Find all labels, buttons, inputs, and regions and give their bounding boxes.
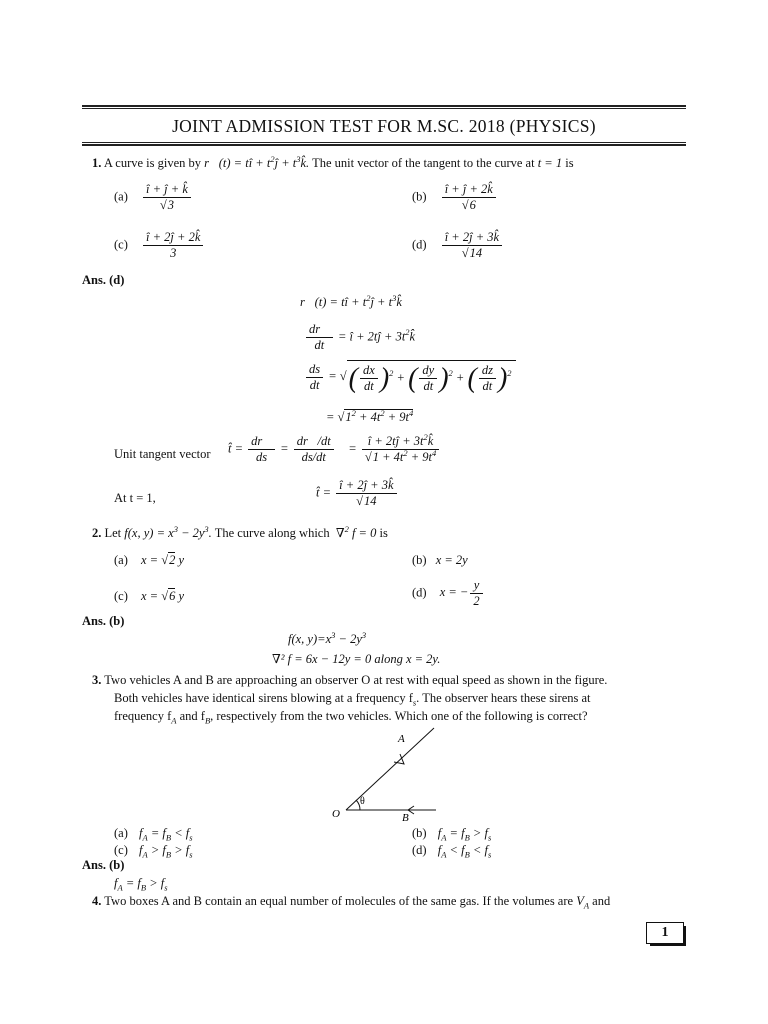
question-number: 3. (92, 673, 102, 687)
option-label: (a) (114, 826, 128, 840)
label-theta: θ (360, 796, 365, 807)
option-a[interactable] (114, 182, 193, 213)
option-c[interactable] (114, 230, 205, 261)
equation: f(x, $y) = x^3 - 2y^3$. (124, 523, 212, 540)
title-rule-top (82, 142, 686, 143)
option-b[interactable] (412, 182, 498, 213)
vehicles-figure (326, 724, 506, 824)
fraction (143, 182, 191, 213)
question-text: , respectively from the two vehicles. Which one of the following is correct? (210, 709, 588, 723)
question-text: Two boxes A and B contain an equal number of molecules of the same gas. If the volumes are (104, 894, 574, 908)
option-value: x = √6 y (141, 589, 185, 603)
equation: r⃗(t) = tî + $t^2ĵ$ + $t^3k̂$. (204, 153, 310, 170)
answer-2: Ans. (b) (82, 614, 125, 628)
question-3-line-3: frequency $f_A$ and $f_B$, respectively from the two vehicles. Which one of the following is correct? (114, 709, 588, 726)
solution-line: $f_A = f_B > f_s$ (114, 876, 168, 893)
solution-line: ∇² f = 6x − 12y = 0 along x = 2y. (272, 652, 441, 666)
option-label: (b) (412, 553, 427, 567)
fraction (442, 230, 502, 261)
option-label: (d) (412, 585, 427, 600)
equation: ∇$^2$ f = 0 (332, 523, 377, 540)
question-number: 4. (92, 894, 102, 908)
numerator: î + ĵ + k̂ (146, 182, 188, 196)
question-text: Two vehicles A and B are approaching an observer O at rest with equal speed as shown in the figure. (104, 673, 608, 687)
option-value: $f_A < f_B < f_s$ (437, 843, 492, 860)
fraction (442, 182, 496, 213)
question-3 (92, 673, 607, 688)
radicand: 14 (469, 246, 483, 260)
option-a[interactable] (114, 553, 184, 568)
question-3-line-2: Both vehicles have identical sirens blowing at a frequency $f_s$. The observer hears these sirens at (114, 691, 591, 708)
question-text: is (565, 156, 574, 170)
numerator: î + 2ĵ + 3k̂ (444, 230, 500, 244)
question-text: is (379, 526, 388, 540)
radicand: 6 (469, 198, 476, 212)
option-b[interactable] (412, 826, 491, 841)
solution-line: t̂ = $\frac{î + 2ĵ + 3k̂}{√14}$ (316, 478, 399, 509)
option-label: (b) (412, 826, 427, 840)
numerator: î + ĵ + 2k̂ (444, 182, 493, 196)
option-a[interactable] (114, 826, 193, 841)
option-c[interactable] (114, 589, 184, 604)
option-label: (c) (114, 589, 128, 603)
question-4: 4. Two boxes A and B contain an equal number of molecules of the same gas. If the volumes are $V_A$ and (92, 894, 611, 911)
solution-line: $\frac{dr⃗}{dt}$ = î + 2tĵ + $3t^2k̂$ (304, 322, 415, 353)
fraction (143, 230, 203, 261)
option-label: (a) (114, 553, 128, 567)
denominator: √3 (143, 197, 191, 213)
condition: t = 1 (537, 156, 563, 170)
radicand: 3 (167, 198, 174, 212)
option-label: (b) (412, 189, 427, 204)
solution-line: $\frac{ds}{dt}$ = √( $\frac{dx}{dt}$ )$^2$ + ( $\frac{dy}{dt}$ )$^2$ + ( $\frac{dz}{dt}$ )$^2$ (304, 360, 516, 394)
page-title: JOINT ADMISSION TEST FOR M.SC. 2018 (PHYSICS) (172, 116, 596, 136)
question-text: frequency f (114, 709, 172, 723)
option-d[interactable] (412, 843, 491, 858)
header-rule-top (82, 105, 686, 107)
option-value: x = 2y (435, 553, 468, 567)
question-text: Both vehicles have identical sirens blowing at a frequency f (114, 691, 413, 705)
variable: $V_A$ (576, 894, 590, 911)
solution-line: t̂ = $\frac{dr⃗}{ds}$ = $\frac{dr⃗/dt}{ds/dt}$ = $\frac{î + 2tĵ + 3t^2k̂}{√1 + 4t^2 + 9t^4}$ (228, 434, 441, 465)
header-rule-bottom (82, 108, 686, 109)
title-rule-bottom (82, 144, 686, 146)
numerator: î + 2ĵ + 2k̂ (146, 230, 201, 244)
option-value: $f_A = f_B < f_s$ (139, 826, 193, 843)
option-label: (d) (412, 237, 427, 252)
question-text: A curve is given by (103, 156, 202, 170)
option-d[interactable] (412, 230, 504, 261)
option-c[interactable] (114, 843, 193, 858)
question-text: Let (104, 526, 122, 540)
option-label: (c) (114, 843, 128, 857)
arrow-a (394, 754, 404, 764)
question-text: and f (179, 709, 205, 723)
question-text: The curve along which (214, 526, 330, 540)
question-1 (92, 153, 574, 171)
solution-line: f(x, $y)=x^3 - 2y^3$ (288, 629, 367, 646)
option-label: (c) (114, 237, 128, 252)
option-label: (d) (412, 843, 427, 857)
option-value: $f_A > f_B > f_s$ (139, 843, 193, 860)
option-value: $f_A = f_B > f_s$ (437, 826, 492, 843)
option-d[interactable] (412, 578, 485, 609)
question-2 (92, 525, 388, 541)
answer-1: Ans. (d) (82, 273, 125, 287)
option-value: x = √2 y (141, 553, 185, 567)
label-o: O (332, 808, 340, 820)
option-value: x = − $\frac{y}{2}$ (440, 585, 485, 599)
solution-line: = $√1^2 + 4t^2 + 9t^4$ (326, 407, 414, 424)
label-b: B (402, 812, 409, 824)
question-text: . The observer hears these sirens at (416, 691, 591, 705)
option-b[interactable] (412, 553, 468, 568)
denominator: √6 (442, 197, 496, 213)
question-number: 2. (92, 526, 102, 540)
solution-label: At t = 1, (114, 491, 156, 505)
option-label: (a) (114, 189, 128, 204)
solution-label: Unit tangent vector (114, 447, 211, 461)
question-number: 1. (92, 156, 102, 170)
denominator: √14 (442, 245, 502, 261)
denominator: 3 (143, 245, 203, 261)
label-a: A (398, 733, 405, 745)
solution-line: r⃗(t) = tî + $t^2ĵ$ + $t^3k̂$ (300, 292, 402, 309)
answer-3: Ans. (b) (82, 858, 125, 872)
question-text: The unit vector of the tangent to the curve at (312, 156, 535, 170)
page-number: 1 (646, 922, 684, 944)
